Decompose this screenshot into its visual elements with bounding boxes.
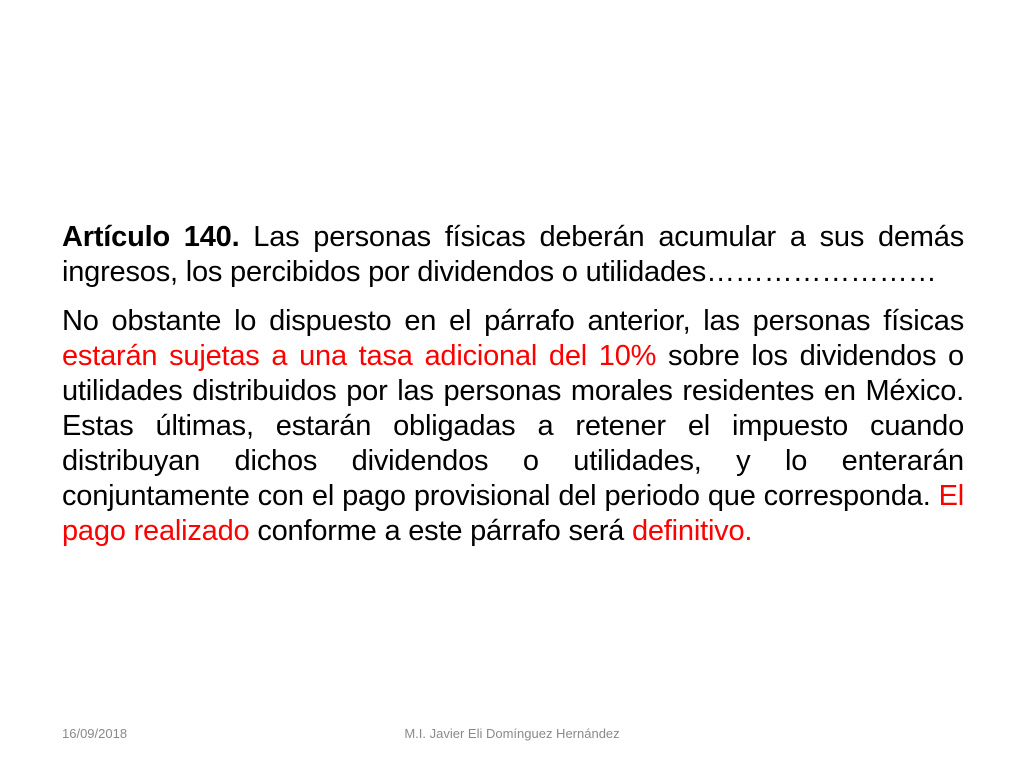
article-paragraph-2 xyxy=(62,304,964,549)
paragraph-2-segment-2: sobre los dividendos o utilidades distribuidos por las personas morales residentes en México. Estas últimas, estarán obligadas a retener el impuesto cuando distribuyan dichos dividendos o utilidades, y lo enterarán conjuntamente con el pago provisional del periodo que corresponda. xyxy=(62,340,964,512)
highlight-payment-made: El pago realizado xyxy=(62,480,964,547)
footer-author: M.I. Javier Eli Domínguez Hernández xyxy=(404,726,620,741)
article-paragraph-1-text: Las personas físicas deberán acumular a sus demás ingresos, los percibidos por dividendos o utilidades…………………… xyxy=(62,221,964,288)
highlight-additional-rate: estarán sujetas a una tasa adicional del 10% xyxy=(62,340,657,372)
footer-date: 16/09/2018 xyxy=(62,726,128,741)
paragraph-2-segment-3: conforme a este párrafo será xyxy=(249,515,632,547)
article-body xyxy=(62,220,964,549)
article-heading: Artículo 140. xyxy=(62,221,240,253)
highlight-definitive: definitivo. xyxy=(631,515,753,547)
article-paragraph-1 xyxy=(62,220,964,290)
paragraph-2-segment-1: No obstante lo dispuesto en el párrafo anterior, las personas físicas xyxy=(62,305,964,337)
